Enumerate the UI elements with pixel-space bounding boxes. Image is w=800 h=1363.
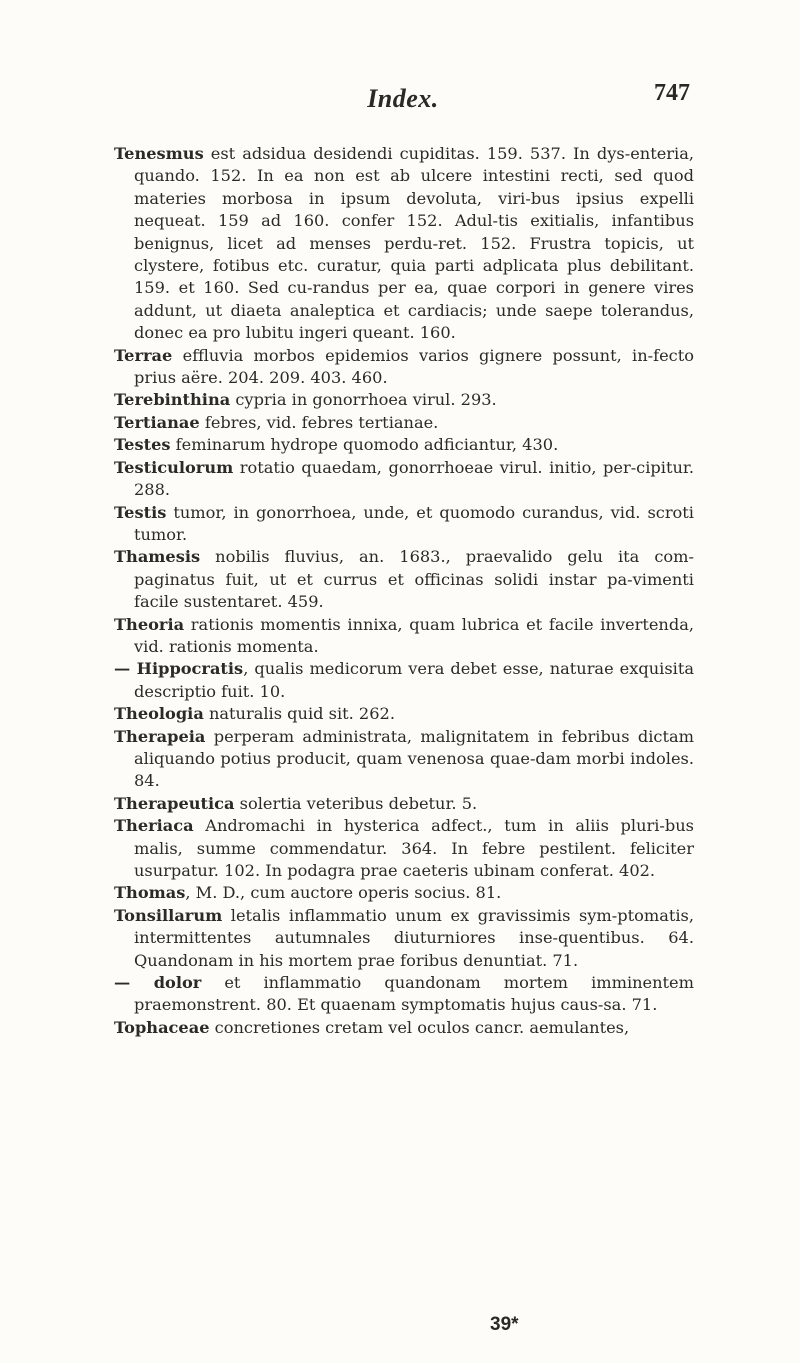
entry-headword: Theriaca (114, 816, 194, 836)
entry-headword: Thamesis (114, 547, 201, 567)
index-entry (114, 143, 694, 345)
signature-mark: 39* (490, 1314, 519, 1335)
entry-text: et inflammatio quandonam mortem imminentem praemonstrent. 80. Et quaenam symptomatis hujus caus-sa. 71. (134, 973, 694, 1015)
entry-text: feminarum hydrope quomodo adficiantur, 430. (170, 435, 559, 455)
entry-text: solertia veteribus debetur. 5. (234, 793, 478, 813)
entry-text: effluvia morbos epidemios varios gignere possunt, in-fecto prius aëre. 204. 209. 403. 460. (134, 345, 694, 388)
entry-text: cypria in gonorrhoea virul. 293. (230, 390, 497, 410)
index-entries (114, 143, 694, 1039)
entry-text: rotatio quaedam, gonorrhoeae virul. initio, per-cipitur. 288. (134, 457, 694, 500)
entry-headword: Theologia (114, 704, 204, 724)
entry-text: letalis inflammatio unum ex gravissimis sym-ptomatis, intermittentes autumnales diuturniores inse-quentibus. 64. Quandonam in his mortem prae foribus denuntiat. 71. (134, 905, 694, 970)
running-head (116, 80, 690, 120)
entry-headword: Tenesmus (114, 144, 204, 163)
entry-text: nobilis fluvius, an. 1683., praevalido gelu ita com-paginatus fuit, ut et currus et officinas solidi instar pa-vimenti facile sustentaret. 459. (134, 547, 694, 612)
entry-text: , qualis medicorum vera debet esse, naturae exquisita descriptio fuit. 10. (134, 659, 694, 701)
index-entry (114, 457, 694, 502)
index-entry (114, 815, 694, 882)
index-entry (114, 412, 694, 434)
index-entry (114, 389, 694, 411)
index-entry (114, 434, 694, 456)
index-entry (114, 703, 694, 725)
index-entry (114, 793, 694, 815)
entry-headword: Thomas (114, 883, 186, 903)
entry-headword: Therapeia (114, 726, 206, 746)
entry-text: perperam administrata, malignitatem in febribus dictam aliquando potius producit, quam venenosa quae-dam morbi indoles. 84. (134, 726, 694, 791)
index-entry (114, 546, 694, 613)
index-entry (114, 905, 694, 972)
entry-headword: Therapeutica (114, 793, 235, 813)
index-entry (114, 882, 694, 904)
entry-text: tumor, in gonorrhoea, unde, et quomodo curandus, vid. scroti tumor. (134, 502, 694, 544)
index-entry (114, 502, 694, 547)
entry-headword: — dolor (114, 973, 202, 993)
page-number: 747 (654, 80, 690, 106)
entry-text: est adsidua desidendi cupiditas. 159. 537. In dys-enteria, quando. 152. In ea non est ab ulcere intestini recti, sed quod materies morbosa in ipsum devoluta, viri-bus ipsius expelli nequeat. 159 ad 160. confer 152. Adul-tis exitialis, infantibus benignus, licet ad menses perdu-ret. 152. Frustra topicis, ut clystere, fotibus etc. curatur, quia parti adplicata plus debilitant. 159. et 160. Sed cu-randus per ea, quae corpori in genere vires addunt, ut diaeta analeptica et cardiacis; unde saepe tolerandus, donec ea pro lubitu ingeri queant. 160. (134, 144, 694, 343)
entry-headword: Terrae (114, 345, 173, 365)
entry-headword: Testes (114, 435, 171, 455)
entry-headword: Testis (114, 502, 167, 522)
entry-text: , M. D., cum auctore operis socius. 81. (185, 883, 502, 903)
entry-text: Andromachi in hysterica adfect., tum in aliis pluri-bus malis, summe commendatur. 364. In febre pestilent. feliciter usurpatur. 102. In podagra prae caeteris ubinam conferat. 402. (134, 816, 694, 880)
running-title: Index. (367, 84, 439, 113)
entry-text: febres, vid. febres tertianae. (199, 412, 439, 432)
entry-headword: — Hippocratis (114, 659, 244, 679)
index-entry (114, 614, 694, 659)
entry-text: rationis momentis innixa, quam lubrica et facile invertenda, vid. rationis momenta. (134, 614, 694, 656)
entry-text: concretiones cretam vel oculos cancr. aemulantes, (209, 1017, 630, 1037)
index-entry (114, 658, 694, 703)
entry-headword: Terebinthina (114, 390, 231, 410)
index-entry (114, 726, 694, 793)
entry-text: naturalis quid sit. 262. (203, 704, 395, 724)
index-entry (114, 1017, 694, 1039)
entry-headword: Testiculorum (114, 457, 234, 477)
entry-headword: Tertianae (114, 412, 200, 432)
index-entry (114, 345, 694, 390)
entry-headword: Tophaceae (114, 1017, 210, 1037)
entry-headword: Theoria (114, 614, 185, 634)
entry-headword: Tonsillarum (114, 905, 223, 925)
index-entry (114, 972, 694, 1017)
